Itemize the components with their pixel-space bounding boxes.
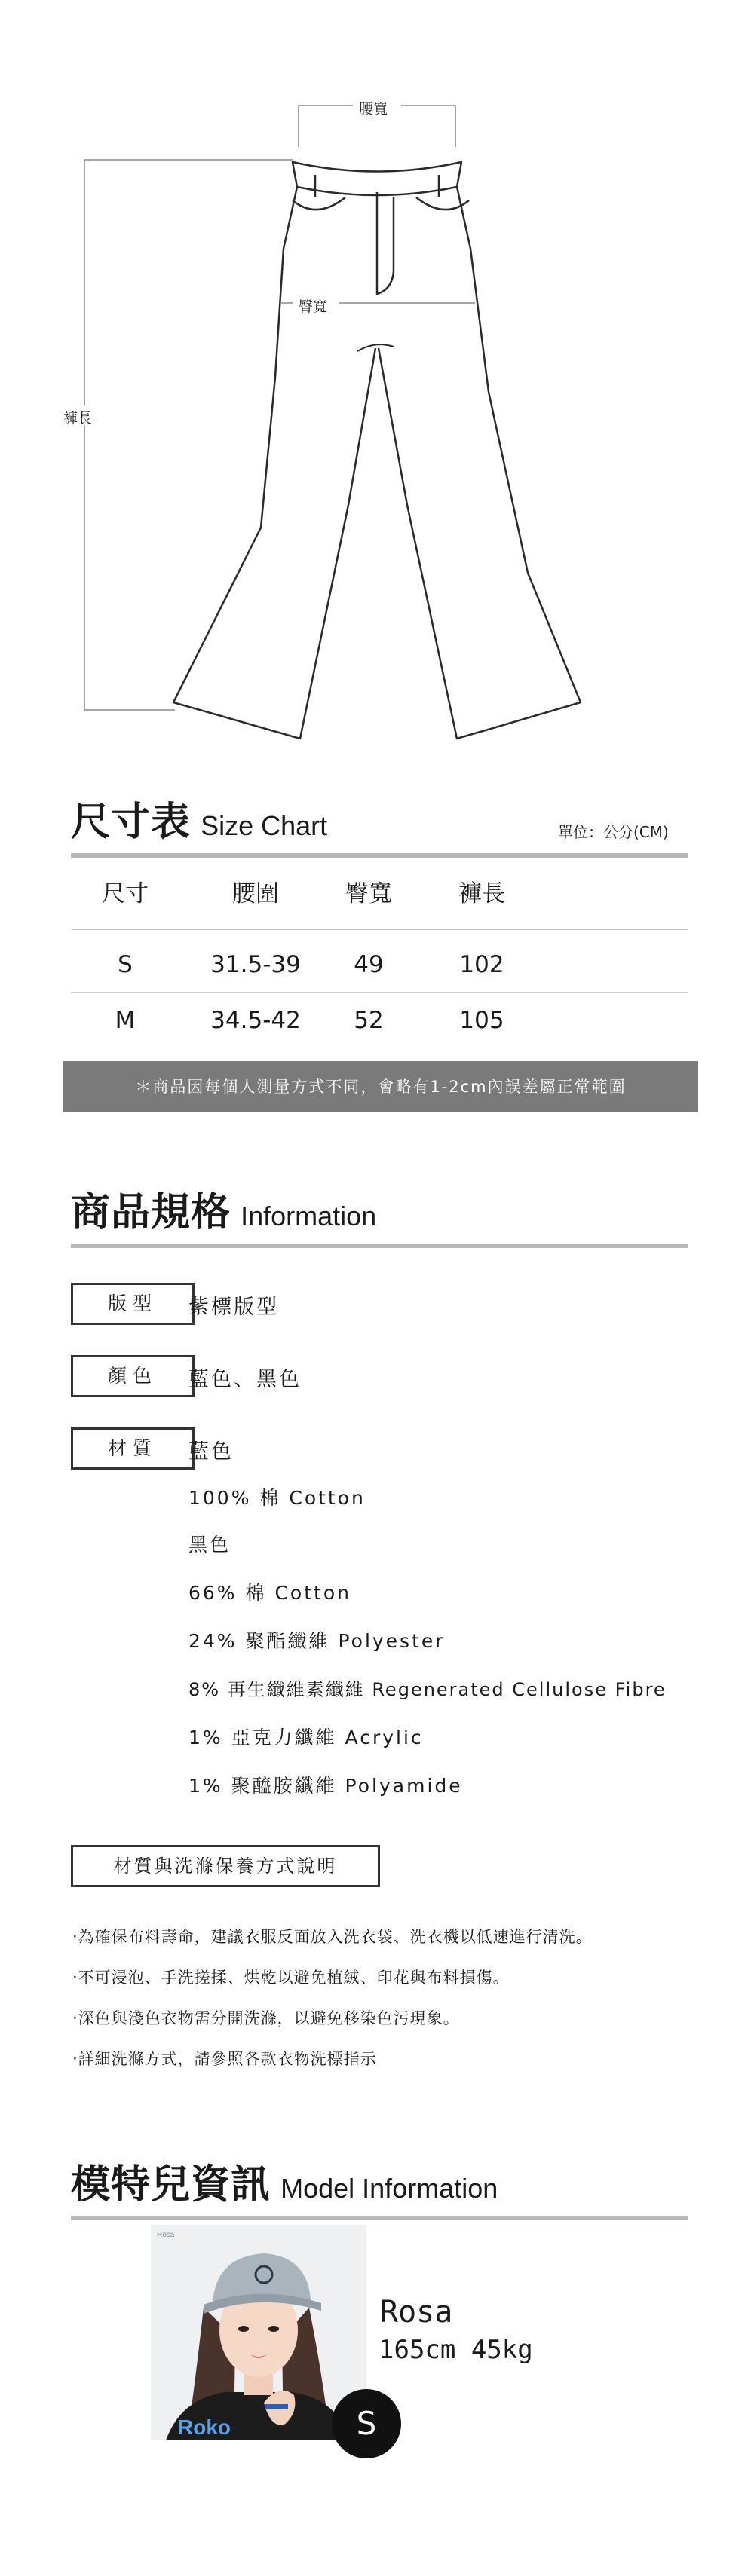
color-value: 藍色、黑色 xyxy=(188,1368,302,1391)
unit-label: 單位：公分(CM) xyxy=(558,823,669,841)
size-chart-title-zh: 尺寸表 xyxy=(71,800,192,845)
model-title-en: Model Information xyxy=(280,2173,498,2204)
table-rule xyxy=(71,929,688,930)
table-row xyxy=(71,938,688,992)
pants-diagram xyxy=(0,0,754,769)
model-portrait-illustration xyxy=(151,2225,366,2440)
row-waist: 34.5-42 xyxy=(210,1007,301,1034)
care-line: ‧不可浸泡、手洗搓揉、烘乾以避免植絨、印花與布料損傷。 xyxy=(72,1969,510,1987)
row-length: 102 xyxy=(459,951,504,978)
material-line: 100% 棉 Cotton xyxy=(188,1487,366,1509)
care-line: ‧為確保布料壽命，建議衣服反面放入洗衣袋、洗衣機以低速進行清洗。 xyxy=(72,1928,593,1946)
header-length: 褲長 xyxy=(458,880,505,907)
care-heading: 材質與洗滌保養方式說明 xyxy=(71,1845,380,1887)
header-waist: 腰圍 xyxy=(232,880,279,907)
hip-width-label: 臀寬 xyxy=(299,298,328,315)
row-length: 105 xyxy=(459,1007,504,1034)
material-line: 藍色 xyxy=(188,1440,234,1464)
material-line: 黑色 xyxy=(188,1534,231,1556)
material-line: 24% 聚酯纖維 Polyester xyxy=(188,1630,446,1652)
measurement-note: ＊商品因每個人測量方式不同，會略有1-2cm內誤差屬正常範圍 xyxy=(63,1061,698,1112)
size-table-header-row xyxy=(71,867,688,921)
information-title-en: Information xyxy=(241,1201,377,1231)
model-title-zh: 模特兒資訊 xyxy=(71,2162,271,2207)
information-heading xyxy=(71,1180,376,1241)
model-measurements: 165cm 45kg xyxy=(379,2335,533,2365)
svg-text:Roko: Roko xyxy=(178,2415,231,2439)
information-title-zh: 商品規格 xyxy=(71,1190,231,1235)
model-size-badge: S xyxy=(332,2389,401,2458)
table-row xyxy=(71,993,688,1048)
header-size: 尺寸 xyxy=(102,880,149,907)
material-line: 1% 聚醯胺纖維 Polyamide xyxy=(188,1775,463,1797)
material-line: 8% 再生纖維素纖維 Regenerated Cellulose Fibre xyxy=(188,1679,667,1700)
waist-width-label: 腰寬 xyxy=(359,101,388,118)
fit-tag: 版型 xyxy=(71,1283,195,1325)
material-line: 66% 棉 Cotton xyxy=(188,1582,351,1604)
care-line: ‧詳細洗滌方式，請參照各款衣物洗標指示 xyxy=(72,2050,377,2068)
size-chart-title-en: Size Chart xyxy=(201,810,328,841)
care-line: ‧深色與淺色衣物需分開洗滌，以避免移染色污現象。 xyxy=(72,2009,460,2027)
row-size: M xyxy=(115,1007,136,1034)
model-photo xyxy=(151,2225,366,2440)
model-name: Rosa xyxy=(380,2295,453,2330)
svg-text:Rosa: Rosa xyxy=(157,2231,175,2239)
color-tag: 顏色 xyxy=(71,1355,195,1397)
material-tag: 材質 xyxy=(71,1427,195,1470)
size-chart-heading xyxy=(71,790,327,850)
header-hip: 臀寬 xyxy=(345,880,392,907)
row-hip: 49 xyxy=(354,951,384,978)
size-chart-rule xyxy=(71,853,688,858)
pants-length-label: 褲長 xyxy=(63,410,93,427)
information-rule xyxy=(71,1244,688,1248)
row-waist: 31.5-39 xyxy=(210,951,301,978)
row-hip: 52 xyxy=(354,1007,384,1034)
model-rule xyxy=(71,2216,688,2220)
fit-value: 紫標版型 xyxy=(188,1296,279,1319)
material-line: 1% 亞克力纖維 Acrylic xyxy=(188,1727,424,1748)
model-heading xyxy=(71,2152,498,2213)
row-size: S xyxy=(118,951,133,978)
